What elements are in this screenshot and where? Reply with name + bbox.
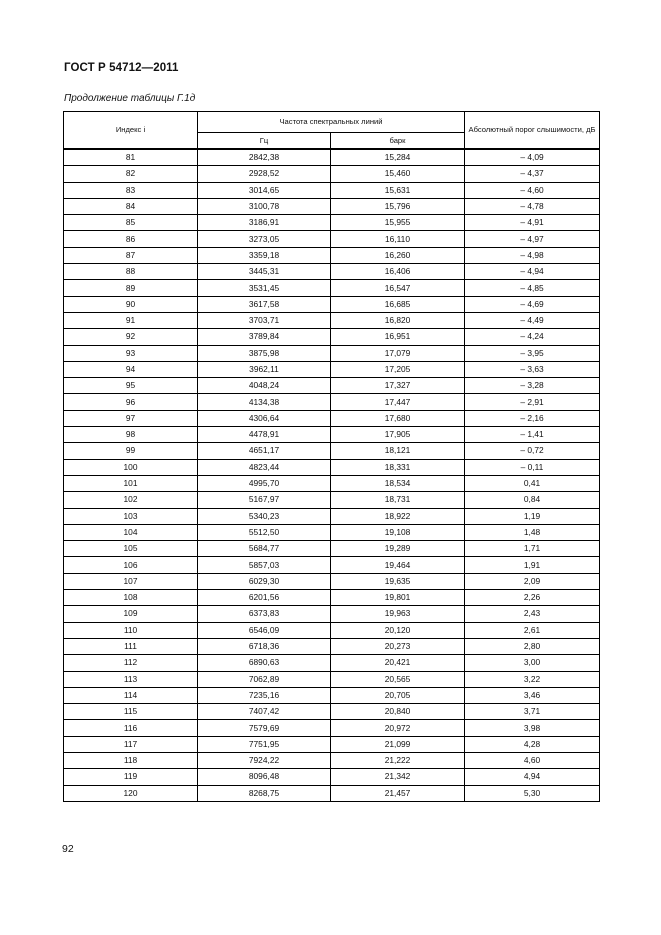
cell-bark: 20,421 bbox=[331, 655, 465, 671]
cell-index: 97 bbox=[64, 410, 198, 426]
cell-threshold: 0,84 bbox=[465, 492, 600, 508]
cell-threshold: – 4,91 bbox=[465, 215, 600, 231]
cell-threshold: 1,71 bbox=[465, 541, 600, 557]
cell-hz: 3273,05 bbox=[198, 231, 331, 247]
col-header-threshold: Абсолютный порог слышимости, дБ bbox=[465, 112, 600, 150]
cell-index: 116 bbox=[64, 720, 198, 736]
table-row bbox=[64, 704, 600, 720]
cell-threshold: 3,00 bbox=[465, 655, 600, 671]
cell-index: 109 bbox=[64, 606, 198, 622]
cell-threshold: – 0,72 bbox=[465, 443, 600, 459]
cell-bark: 19,464 bbox=[331, 557, 465, 573]
cell-bark: 16,406 bbox=[331, 264, 465, 280]
cell-index: 83 bbox=[64, 182, 198, 198]
cell-threshold: – 4,09 bbox=[465, 149, 600, 166]
table-row bbox=[64, 443, 600, 459]
cell-bark: 20,705 bbox=[331, 687, 465, 703]
cell-threshold: – 4,60 bbox=[465, 182, 600, 198]
cell-index: 90 bbox=[64, 296, 198, 312]
table-row bbox=[64, 655, 600, 671]
table-row bbox=[64, 736, 600, 752]
cell-bark: 15,796 bbox=[331, 198, 465, 214]
cell-bark: 20,120 bbox=[331, 622, 465, 638]
cell-threshold: 1,91 bbox=[465, 557, 600, 573]
cell-bark: 17,447 bbox=[331, 394, 465, 410]
cell-hz: 6029,30 bbox=[198, 573, 331, 589]
table-row bbox=[64, 687, 600, 703]
page-number: 92 bbox=[62, 843, 74, 855]
cell-index: 103 bbox=[64, 508, 198, 524]
cell-bark: 18,731 bbox=[331, 492, 465, 508]
table-row bbox=[64, 264, 600, 280]
cell-index: 98 bbox=[64, 427, 198, 443]
cell-threshold: 3,22 bbox=[465, 671, 600, 687]
cell-hz: 3186,91 bbox=[198, 215, 331, 231]
col-header-index: Индекс i bbox=[64, 112, 198, 150]
cell-threshold: 2,61 bbox=[465, 622, 600, 638]
cell-index: 110 bbox=[64, 622, 198, 638]
cell-hz: 6373,83 bbox=[198, 606, 331, 622]
cell-index: 99 bbox=[64, 443, 198, 459]
table-row bbox=[64, 769, 600, 785]
cell-bark: 16,260 bbox=[331, 247, 465, 263]
cell-index: 114 bbox=[64, 687, 198, 703]
cell-bark: 20,972 bbox=[331, 720, 465, 736]
cell-bark: 18,534 bbox=[331, 475, 465, 491]
cell-threshold: 5,30 bbox=[465, 785, 600, 801]
cell-bark: 16,547 bbox=[331, 280, 465, 296]
cell-threshold: – 4,24 bbox=[465, 329, 600, 345]
cell-index: 102 bbox=[64, 492, 198, 508]
cell-hz: 3014,65 bbox=[198, 182, 331, 198]
table-row bbox=[64, 280, 600, 296]
cell-hz: 2842,38 bbox=[198, 149, 331, 166]
cell-bark: 17,680 bbox=[331, 410, 465, 426]
cell-hz: 3531,45 bbox=[198, 280, 331, 296]
table-row bbox=[64, 231, 600, 247]
cell-index: 117 bbox=[64, 736, 198, 752]
cell-index: 104 bbox=[64, 524, 198, 540]
cell-index: 101 bbox=[64, 475, 198, 491]
cell-hz: 5684,77 bbox=[198, 541, 331, 557]
cell-hz: 7407,42 bbox=[198, 704, 331, 720]
table-row bbox=[64, 622, 600, 638]
cell-hz: 7924,22 bbox=[198, 752, 331, 768]
cell-hz: 3617,58 bbox=[198, 296, 331, 312]
cell-hz: 3962,11 bbox=[198, 361, 331, 377]
cell-index: 88 bbox=[64, 264, 198, 280]
cell-index: 119 bbox=[64, 769, 198, 785]
cell-index: 105 bbox=[64, 541, 198, 557]
cell-hz: 7751,95 bbox=[198, 736, 331, 752]
cell-bark: 20,565 bbox=[331, 671, 465, 687]
cell-threshold: – 0,11 bbox=[465, 459, 600, 475]
cell-bark: 17,905 bbox=[331, 427, 465, 443]
table-row bbox=[64, 427, 600, 443]
cell-hz: 7235,16 bbox=[198, 687, 331, 703]
table-row bbox=[64, 182, 600, 198]
cell-threshold: – 4,69 bbox=[465, 296, 600, 312]
table-row bbox=[64, 394, 600, 410]
table-row bbox=[64, 296, 600, 312]
cell-index: 87 bbox=[64, 247, 198, 263]
cell-threshold: 2,43 bbox=[465, 606, 600, 622]
cell-bark: 17,205 bbox=[331, 361, 465, 377]
cell-hz: 5167,97 bbox=[198, 492, 331, 508]
cell-hz: 5512,50 bbox=[198, 524, 331, 540]
table-row bbox=[64, 785, 600, 801]
table-row bbox=[64, 215, 600, 231]
cell-index: 81 bbox=[64, 149, 198, 166]
cell-hz: 6546,09 bbox=[198, 622, 331, 638]
cell-hz: 4651,17 bbox=[198, 443, 331, 459]
table-row bbox=[64, 638, 600, 654]
cell-hz: 5340,23 bbox=[198, 508, 331, 524]
cell-threshold: – 4,49 bbox=[465, 312, 600, 328]
table-row bbox=[64, 557, 600, 573]
cell-threshold: – 3,63 bbox=[465, 361, 600, 377]
cell-hz: 3359,18 bbox=[198, 247, 331, 263]
cell-index: 115 bbox=[64, 704, 198, 720]
cell-hz: 6201,56 bbox=[198, 590, 331, 606]
cell-bark: 16,820 bbox=[331, 312, 465, 328]
cell-threshold: – 2,16 bbox=[465, 410, 600, 426]
cell-index: 94 bbox=[64, 361, 198, 377]
table-row bbox=[64, 410, 600, 426]
table-row bbox=[64, 720, 600, 736]
cell-bark: 19,635 bbox=[331, 573, 465, 589]
cell-bark: 19,801 bbox=[331, 590, 465, 606]
cell-threshold: – 3,95 bbox=[465, 345, 600, 361]
cell-threshold: – 2,91 bbox=[465, 394, 600, 410]
cell-bark: 15,284 bbox=[331, 149, 465, 166]
cell-bark: 16,685 bbox=[331, 296, 465, 312]
cell-bark: 21,457 bbox=[331, 785, 465, 801]
cell-bark: 18,121 bbox=[331, 443, 465, 459]
cell-bark: 18,922 bbox=[331, 508, 465, 524]
cell-hz: 6718,36 bbox=[198, 638, 331, 654]
cell-threshold: – 4,37 bbox=[465, 166, 600, 182]
cell-index: 118 bbox=[64, 752, 198, 768]
cell-threshold: 0,41 bbox=[465, 475, 600, 491]
table-row bbox=[64, 492, 600, 508]
table-caption: Продолжение таблицы Г.1д bbox=[64, 93, 196, 104]
cell-threshold: 4,28 bbox=[465, 736, 600, 752]
col-header-frequency-group: Частота спектральных линий bbox=[198, 112, 465, 133]
cell-index: 91 bbox=[64, 312, 198, 328]
cell-threshold: – 4,85 bbox=[465, 280, 600, 296]
cell-hz: 4306,64 bbox=[198, 410, 331, 426]
cell-threshold: 1,19 bbox=[465, 508, 600, 524]
cell-hz: 4995,70 bbox=[198, 475, 331, 491]
cell-index: 93 bbox=[64, 345, 198, 361]
table-row bbox=[64, 247, 600, 263]
table-row bbox=[64, 378, 600, 394]
cell-bark: 21,342 bbox=[331, 769, 465, 785]
table-row bbox=[64, 475, 600, 491]
cell-index: 113 bbox=[64, 671, 198, 687]
cell-hz: 4823,44 bbox=[198, 459, 331, 475]
cell-bark: 19,108 bbox=[331, 524, 465, 540]
table-row bbox=[64, 671, 600, 687]
cell-hz: 4134,38 bbox=[198, 394, 331, 410]
table-body bbox=[64, 149, 600, 801]
cell-bark: 16,951 bbox=[331, 329, 465, 345]
table-row bbox=[64, 312, 600, 328]
cell-index: 107 bbox=[64, 573, 198, 589]
cell-hz: 5857,03 bbox=[198, 557, 331, 573]
cell-index: 120 bbox=[64, 785, 198, 801]
cell-bark: 19,289 bbox=[331, 541, 465, 557]
cell-bark: 16,110 bbox=[331, 231, 465, 247]
table-row bbox=[64, 361, 600, 377]
cell-bark: 21,222 bbox=[331, 752, 465, 768]
cell-threshold: 2,26 bbox=[465, 590, 600, 606]
cell-threshold: – 1,41 bbox=[465, 427, 600, 443]
cell-bark: 20,273 bbox=[331, 638, 465, 654]
cell-bark: 15,631 bbox=[331, 182, 465, 198]
cell-hz: 7579,69 bbox=[198, 720, 331, 736]
table-row bbox=[64, 541, 600, 557]
table-row bbox=[64, 508, 600, 524]
cell-index: 111 bbox=[64, 638, 198, 654]
cell-bark: 15,955 bbox=[331, 215, 465, 231]
cell-bark: 20,840 bbox=[331, 704, 465, 720]
cell-index: 96 bbox=[64, 394, 198, 410]
table-row bbox=[64, 345, 600, 361]
cell-hz: 2928,52 bbox=[198, 166, 331, 182]
cell-threshold: 2,80 bbox=[465, 638, 600, 654]
cell-bark: 19,963 bbox=[331, 606, 465, 622]
cell-threshold: 3,71 bbox=[465, 704, 600, 720]
table-row bbox=[64, 329, 600, 345]
table-row bbox=[64, 606, 600, 622]
cell-index: 95 bbox=[64, 378, 198, 394]
cell-index: 100 bbox=[64, 459, 198, 475]
cell-threshold: 2,09 bbox=[465, 573, 600, 589]
cell-index: 89 bbox=[64, 280, 198, 296]
cell-threshold: – 4,94 bbox=[465, 264, 600, 280]
cell-index: 106 bbox=[64, 557, 198, 573]
cell-index: 108 bbox=[64, 590, 198, 606]
cell-bark: 17,327 bbox=[331, 378, 465, 394]
cell-threshold: 1,48 bbox=[465, 524, 600, 540]
cell-hz: 3875,98 bbox=[198, 345, 331, 361]
cell-hz: 6890,63 bbox=[198, 655, 331, 671]
cell-hz: 4048,24 bbox=[198, 378, 331, 394]
table-row bbox=[64, 459, 600, 475]
table-row bbox=[64, 198, 600, 214]
cell-bark: 18,331 bbox=[331, 459, 465, 475]
cell-hz: 3445,31 bbox=[198, 264, 331, 280]
cell-index: 92 bbox=[64, 329, 198, 345]
col-header-hz: Гц bbox=[198, 133, 331, 150]
cell-index: 84 bbox=[64, 198, 198, 214]
table-row bbox=[64, 573, 600, 589]
cell-hz: 7062,89 bbox=[198, 671, 331, 687]
cell-threshold: 4,94 bbox=[465, 769, 600, 785]
cell-bark: 21,099 bbox=[331, 736, 465, 752]
cell-bark: 15,460 bbox=[331, 166, 465, 182]
cell-threshold: – 3,28 bbox=[465, 378, 600, 394]
cell-threshold: 4,60 bbox=[465, 752, 600, 768]
table-row bbox=[64, 590, 600, 606]
cell-index: 85 bbox=[64, 215, 198, 231]
cell-threshold: – 4,78 bbox=[465, 198, 600, 214]
cell-threshold: 3,98 bbox=[465, 720, 600, 736]
standard-header: ГОСТ Р 54712—2011 bbox=[64, 62, 179, 74]
cell-hz: 3703,71 bbox=[198, 312, 331, 328]
data-table bbox=[63, 111, 600, 802]
cell-index: 82 bbox=[64, 166, 198, 182]
cell-threshold: – 4,97 bbox=[465, 231, 600, 247]
cell-threshold: 3,46 bbox=[465, 687, 600, 703]
table-row bbox=[64, 149, 600, 166]
cell-hz: 3789,84 bbox=[198, 329, 331, 345]
cell-threshold: – 4,98 bbox=[465, 247, 600, 263]
cell-index: 112 bbox=[64, 655, 198, 671]
col-header-bark: барк bbox=[331, 133, 465, 150]
cell-hz: 3100,78 bbox=[198, 198, 331, 214]
cell-hz: 4478,91 bbox=[198, 427, 331, 443]
table-row bbox=[64, 752, 600, 768]
cell-index: 86 bbox=[64, 231, 198, 247]
table-row bbox=[64, 524, 600, 540]
cell-bark: 17,079 bbox=[331, 345, 465, 361]
table-row bbox=[64, 166, 600, 182]
cell-hz: 8268,75 bbox=[198, 785, 331, 801]
cell-hz: 8096,48 bbox=[198, 769, 331, 785]
